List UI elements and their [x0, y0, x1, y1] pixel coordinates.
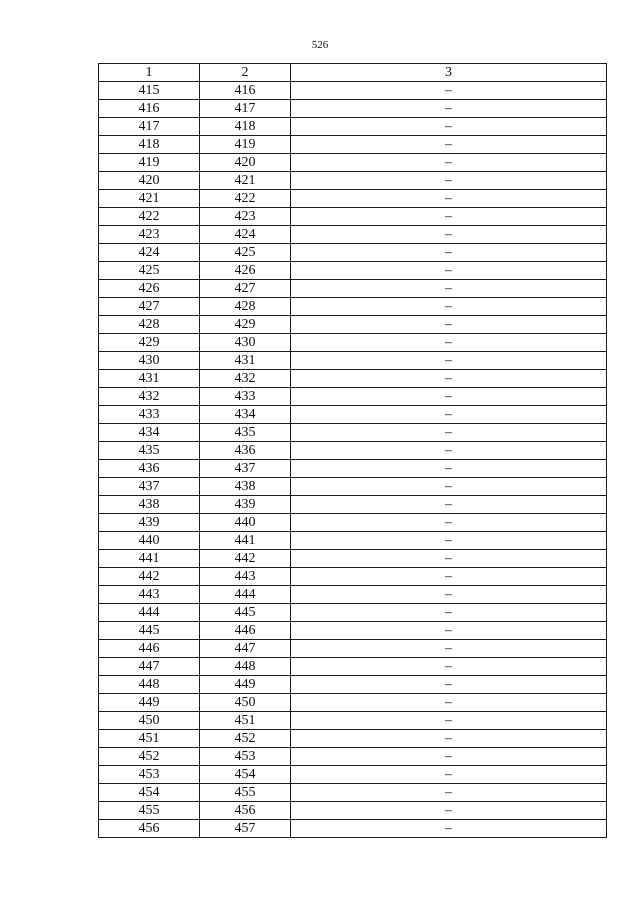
table-cell-col-3: – — [291, 424, 607, 442]
table-cell-col-1: 454 — [99, 784, 200, 802]
table-cell-col-1: 438 — [99, 496, 200, 514]
table-cell-col-1: 439 — [99, 514, 200, 532]
table-row — [99, 766, 607, 784]
table-cell-col-2: 425 — [200, 244, 291, 262]
table-cell-col-1: 425 — [99, 262, 200, 280]
table-cell-col-1: 421 — [99, 190, 200, 208]
table-cell-col-3: – — [291, 496, 607, 514]
header-row — [99, 64, 607, 82]
table-cell-col-3: – — [291, 460, 607, 478]
table-row — [99, 280, 607, 298]
table-row — [99, 568, 607, 586]
table-cell-col-3: – — [291, 316, 607, 334]
table-row — [99, 172, 607, 190]
table-cell-col-3: – — [291, 586, 607, 604]
table-row — [99, 316, 607, 334]
table-cell-col-1: 417 — [99, 118, 200, 136]
table-cell-col-3: – — [291, 136, 607, 154]
table-cell-col-1: 418 — [99, 136, 200, 154]
table-cell-col-2: 450 — [200, 694, 291, 712]
table-cell-col-1: 436 — [99, 460, 200, 478]
table-cell-col-2: 451 — [200, 712, 291, 730]
table-cell-col-2: 447 — [200, 640, 291, 658]
table-cell-col-1: 441 — [99, 550, 200, 568]
table-cell-col-2: 433 — [200, 388, 291, 406]
table-cell-col-3: – — [291, 298, 607, 316]
table-cell-col-3: – — [291, 712, 607, 730]
table-cell-col-2: 431 — [200, 352, 291, 370]
table-cell-col-1: 451 — [99, 730, 200, 748]
table-row — [99, 406, 607, 424]
table-row — [99, 730, 607, 748]
table-cell-col-3: – — [291, 640, 607, 658]
table-cell-col-3: – — [291, 766, 607, 784]
table-row — [99, 478, 607, 496]
table-cell-col-1: 442 — [99, 568, 200, 586]
table-row — [99, 190, 607, 208]
table-cell-col-3: – — [291, 748, 607, 766]
table-cell-col-3: – — [291, 478, 607, 496]
table-cell-col-2: 430 — [200, 334, 291, 352]
table-cell-col-3: – — [291, 154, 607, 172]
column-header-2: 2 — [200, 64, 291, 82]
table-cell-col-2: 428 — [200, 298, 291, 316]
table-cell-col-3: – — [291, 730, 607, 748]
data-table — [98, 63, 607, 838]
table-cell-col-3: – — [291, 568, 607, 586]
table-cell-col-3: – — [291, 550, 607, 568]
table-cell-col-2: 445 — [200, 604, 291, 622]
table-cell-col-2: 446 — [200, 622, 291, 640]
table-row — [99, 298, 607, 316]
table-cell-col-1: 423 — [99, 226, 200, 244]
table-body — [99, 82, 607, 838]
table-row — [99, 244, 607, 262]
table-cell-col-1: 431 — [99, 370, 200, 388]
column-header-1: 1 — [99, 64, 200, 82]
table-row — [99, 334, 607, 352]
table-cell-col-2: 448 — [200, 658, 291, 676]
table-cell-col-3: – — [291, 244, 607, 262]
table-cell-col-1: 456 — [99, 820, 200, 838]
table-cell-col-3: – — [291, 532, 607, 550]
table-cell-col-2: 417 — [200, 100, 291, 118]
table-cell-col-3: – — [291, 694, 607, 712]
table-cell-col-2: 438 — [200, 478, 291, 496]
table-row — [99, 370, 607, 388]
table-cell-col-3: – — [291, 280, 607, 298]
table-cell-col-2: 436 — [200, 442, 291, 460]
table-row — [99, 352, 607, 370]
table-cell-col-2: 423 — [200, 208, 291, 226]
table-cell-col-2: 434 — [200, 406, 291, 424]
table-row — [99, 118, 607, 136]
table-cell-col-1: 426 — [99, 280, 200, 298]
table-row — [99, 586, 607, 604]
table-cell-col-3: – — [291, 334, 607, 352]
table-cell-col-1: 448 — [99, 676, 200, 694]
table-row — [99, 100, 607, 118]
table-row — [99, 622, 607, 640]
table-cell-col-1: 422 — [99, 208, 200, 226]
table-row — [99, 388, 607, 406]
table-cell-col-3: – — [291, 100, 607, 118]
table-cell-col-2: 420 — [200, 154, 291, 172]
table-cell-col-3: – — [291, 226, 607, 244]
table-cell-col-1: 455 — [99, 802, 200, 820]
table-cell-col-1: 437 — [99, 478, 200, 496]
table-header — [99, 64, 607, 82]
table-cell-col-2: 439 — [200, 496, 291, 514]
table-row — [99, 748, 607, 766]
table-row — [99, 514, 607, 532]
table-cell-col-1: 435 — [99, 442, 200, 460]
table-cell-col-2: 457 — [200, 820, 291, 838]
table-cell-col-3: – — [291, 388, 607, 406]
table-cell-col-2: 437 — [200, 460, 291, 478]
table-cell-col-1: 452 — [99, 748, 200, 766]
table-cell-col-3: – — [291, 784, 607, 802]
page-number: 526 — [311, 39, 329, 51]
table-cell-col-1: 440 — [99, 532, 200, 550]
table-cell-col-3: – — [291, 352, 607, 370]
table-cell-col-2: 422 — [200, 190, 291, 208]
table-row — [99, 424, 607, 442]
table-cell-col-1: 449 — [99, 694, 200, 712]
table-cell-col-2: 421 — [200, 172, 291, 190]
table-cell-col-2: 424 — [200, 226, 291, 244]
table-row — [99, 208, 607, 226]
table-row — [99, 712, 607, 730]
table-cell-col-2: 452 — [200, 730, 291, 748]
table-row — [99, 550, 607, 568]
table-cell-col-1: 433 — [99, 406, 200, 424]
column-header-3: 3 — [291, 64, 607, 82]
table-cell-col-3: – — [291, 514, 607, 532]
table-row — [99, 658, 607, 676]
table-cell-col-1: 420 — [99, 172, 200, 190]
table-row — [99, 784, 607, 802]
table-row — [99, 460, 607, 478]
table-cell-col-1: 453 — [99, 766, 200, 784]
table-cell-col-2: 418 — [200, 118, 291, 136]
table-cell-col-1: 424 — [99, 244, 200, 262]
table-cell-col-3: – — [291, 370, 607, 388]
table-cell-col-3: – — [291, 208, 607, 226]
table-cell-col-1: 415 — [99, 82, 200, 100]
table-row — [99, 820, 607, 838]
table-row — [99, 496, 607, 514]
table-cell-col-2: 440 — [200, 514, 291, 532]
table-cell-col-2: 432 — [200, 370, 291, 388]
table-cell-col-2: 454 — [200, 766, 291, 784]
table-cell-col-3: – — [291, 172, 607, 190]
table-cell-col-2: 435 — [200, 424, 291, 442]
table-row — [99, 676, 607, 694]
table-cell-col-1: 443 — [99, 586, 200, 604]
table-row — [99, 82, 607, 100]
table-cell-col-1: 429 — [99, 334, 200, 352]
table-cell-col-3: – — [291, 406, 607, 424]
table-row — [99, 604, 607, 622]
table-row — [99, 136, 607, 154]
table-cell-col-3: – — [291, 190, 607, 208]
table-cell-col-2: 416 — [200, 82, 291, 100]
table-cell-col-2: 419 — [200, 136, 291, 154]
table-cell-col-2: 442 — [200, 550, 291, 568]
table-cell-col-1: 428 — [99, 316, 200, 334]
table-cell-col-1: 446 — [99, 640, 200, 658]
table-cell-col-1: 416 — [99, 100, 200, 118]
table-cell-col-1: 445 — [99, 622, 200, 640]
table-row — [99, 442, 607, 460]
table-cell-col-3: – — [291, 604, 607, 622]
table-cell-col-1: 432 — [99, 388, 200, 406]
table-cell-col-1: 419 — [99, 154, 200, 172]
table-row — [99, 640, 607, 658]
table-row — [99, 262, 607, 280]
table-cell-col-3: – — [291, 622, 607, 640]
table-cell-col-3: – — [291, 658, 607, 676]
table-cell-col-2: 444 — [200, 586, 291, 604]
table-row — [99, 532, 607, 550]
table-cell-col-3: – — [291, 82, 607, 100]
table-cell-col-2: 427 — [200, 280, 291, 298]
table-cell-col-1: 447 — [99, 658, 200, 676]
table-cell-col-3: – — [291, 118, 607, 136]
table-cell-col-1: 434 — [99, 424, 200, 442]
table-cell-col-2: 456 — [200, 802, 291, 820]
table-cell-col-1: 444 — [99, 604, 200, 622]
table-cell-col-1: 427 — [99, 298, 200, 316]
table-cell-col-2: 441 — [200, 532, 291, 550]
table-row — [99, 226, 607, 244]
table-cell-col-3: – — [291, 820, 607, 838]
table-row — [99, 154, 607, 172]
table-cell-col-2: 455 — [200, 784, 291, 802]
table-cell-col-2: 429 — [200, 316, 291, 334]
table-cell-col-2: 453 — [200, 748, 291, 766]
table-cell-col-2: 449 — [200, 676, 291, 694]
table-row — [99, 694, 607, 712]
table-cell-col-2: 443 — [200, 568, 291, 586]
table-cell-col-1: 450 — [99, 712, 200, 730]
table-cell-col-3: – — [291, 802, 607, 820]
table-cell-col-3: – — [291, 676, 607, 694]
table-cell-col-3: – — [291, 262, 607, 280]
table-cell-col-1: 430 — [99, 352, 200, 370]
table-cell-col-3: – — [291, 442, 607, 460]
table-row — [99, 802, 607, 820]
table-cell-col-2: 426 — [200, 262, 291, 280]
